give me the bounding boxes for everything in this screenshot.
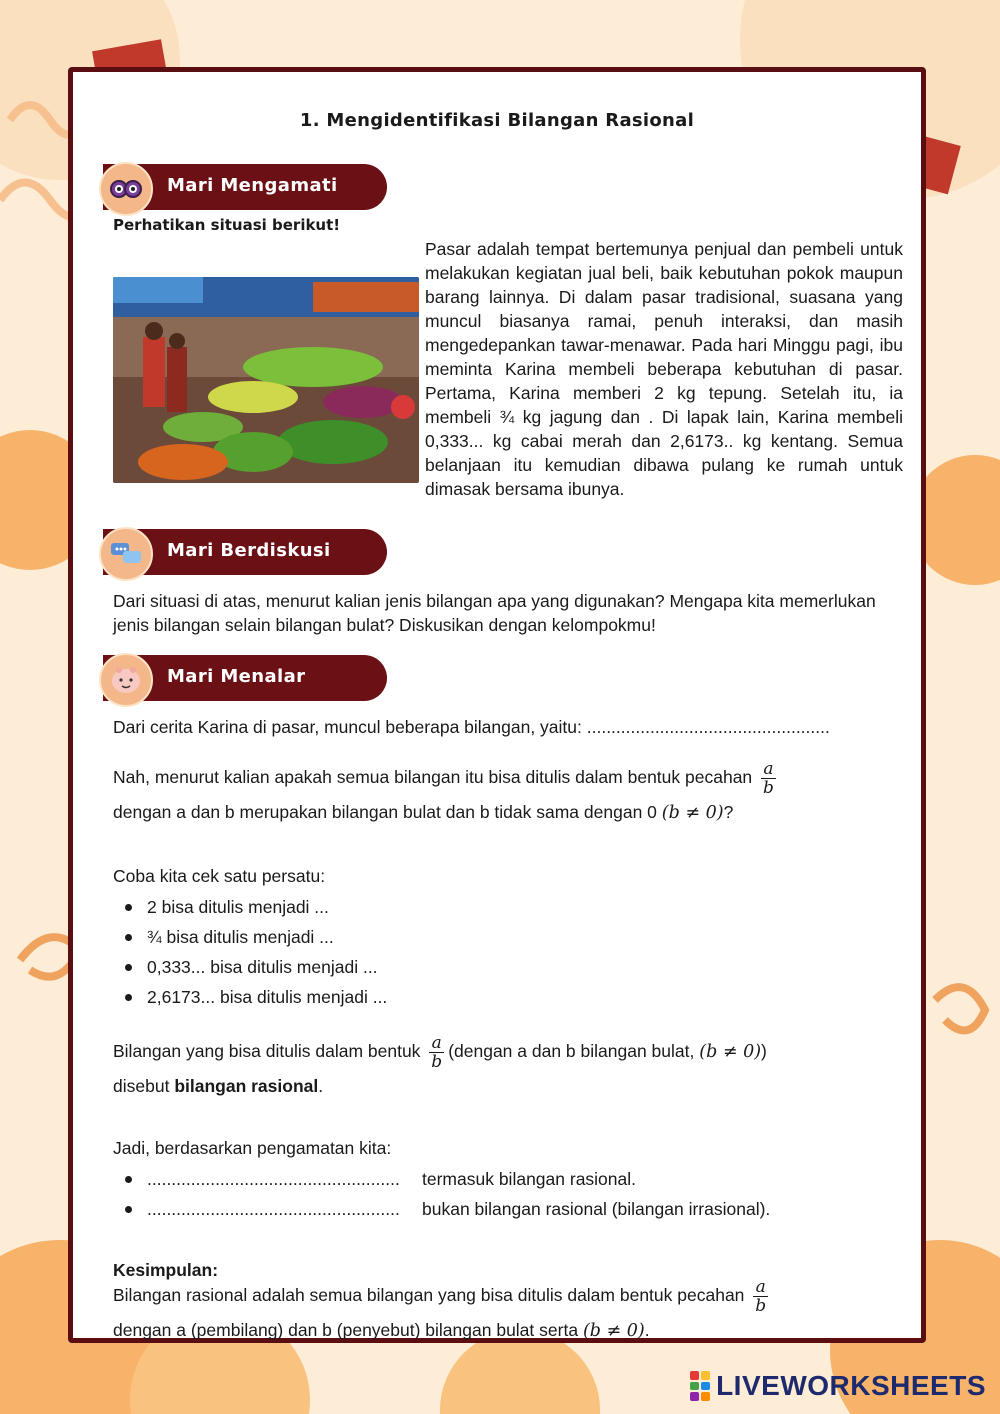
discuss-paragraph: Dari situasi di atas, menurut kalian jenis bilangan apa yang digunakan? Mengapa kita memerlukan jenis bilangan selain bilangan bulat? Diskusikan dengan kelompokmu! (113, 591, 876, 635)
check-list (113, 892, 903, 1012)
observe-paragraph: Pasar adalah tempat bertemunya penjual dan pembeli untuk melakukan kegiatan jual beli, baik kebutuhan pokok maupun barang lainnya. Di dalam pasar tradisional, suasana yang muncul biasanya ramai, penuh interaksi, dan masih mengedepankan tawar-menawar. Pada hari Minggu pagi, ibu meminta Karina membeli beberapa kebutuhan di pasar. Pertama, Karina memberi 2 kg tepung. Setelah itu, ia membeli ¾ kg jagung dan . Di lapak lain, Karina membeli 0,333... kg cabai merah dan 2,6173.. kg kentang. Semua belanjaan itu kemudian dibawa pulang ke rumah untuk dimasak bersama ibunya. (425, 239, 903, 499)
section-label: Mari Menalar (167, 666, 306, 687)
fraction-a-over-b: $\frac{a}{b}$ (431, 1033, 443, 1072)
math-b-not-zero: (b ≠ 0) (582, 1321, 645, 1341)
section-header-menalar (103, 655, 387, 701)
math-b-not-zero: (b ≠ 0) (661, 803, 724, 823)
fraction-a-over-b: $\frac{a}{b}$ (755, 1277, 767, 1316)
math-b-not-zero: (b ≠ 0) (699, 1042, 762, 1063)
discussion-icon (99, 527, 153, 581)
page-title: 1. Mengidentifikasi Bilangan Rasional (299, 110, 695, 131)
answer-blank[interactable]: .................................................... (147, 1199, 400, 1219)
observe-subheading: Perhatikan situasi berikut! (113, 216, 341, 234)
reason-question: Nah, menurut kalian apakah semua bilangan itu bisa ditulis dalam bentuk pecahan $\frac{a}{b}$ dengan a dan b merupakan bilangan bulat dan b tidak sama dengan 0 (b ≠ 0)? (113, 759, 774, 823)
worksheet-card (68, 67, 926, 1343)
market-photo (113, 277, 419, 483)
term-bilangan-rasional: bilangan rasional (174, 1076, 319, 1096)
answer-blank[interactable]: .................................................... (147, 1169, 400, 1189)
liveworksheets-logo[interactable] (690, 1370, 986, 1402)
question-text-1: Nah, menurut kalian apakah semua bilangan itu bisa ditulis dalam bentuk pecahan (113, 767, 753, 788)
list-item: 2 bisa ditulis menjadi ... (113, 892, 903, 922)
summary-heading: Kesimpulan: (113, 1260, 219, 1280)
section-header-berdiskusi (103, 529, 387, 575)
logo-text: LIVEWORKSHEETS (716, 1370, 986, 1401)
reason-numbers-line: Dari cerita Karina di pasar, muncul beberapa bilangan, yaitu: .................................................. (113, 717, 830, 737)
section-header-mengamati (103, 164, 387, 210)
section-label: Mari Berdiskusi (167, 540, 331, 561)
list-item: ¾ bisa ditulis menjadi ... (113, 922, 903, 952)
logo-icon (690, 1371, 710, 1401)
list-item: 0,333... bisa ditulis menjadi ... (113, 952, 903, 982)
list-item: .................................................... termasuk bilangan rasional. (113, 1164, 903, 1194)
fraction-a-over-b: $\frac{a}{b}$ (763, 759, 774, 798)
conclude-intro: Jadi, berdasarkan pengamatan kita: (113, 1138, 392, 1158)
list-item: .................................................... bukan bilangan rasional (bilangan irrasional). (113, 1194, 903, 1224)
summary-text: Bilangan rasional adalah semua bilangan yang bisa ditulis dalam bentuk pecahan $\frac{a}{b}$ dengan a (pembilang) dan b (penyebut) bilangan bulat serta (b ≠ 0). (113, 1277, 767, 1341)
thinking-face-icon (99, 653, 153, 707)
list-item: 2,6173... bisa ditulis menjadi ... (113, 982, 903, 1012)
definition: Bilangan yang bisa ditulis dalam bentuk $\frac{a}{b}$ (dengan a dan b bilangan bulat, (b ≠ 0)) disebut bilangan rasional. (113, 1033, 767, 1096)
section-label: Mari Mengamati (167, 175, 338, 196)
check-intro: Coba kita cek satu persatu: (113, 866, 326, 886)
conclude-list (113, 1164, 903, 1224)
binoculars-icon (99, 162, 153, 216)
question-text-2: dengan a dan b merupakan bilangan bulat dan b tidak sama dengan 0 (113, 802, 657, 822)
